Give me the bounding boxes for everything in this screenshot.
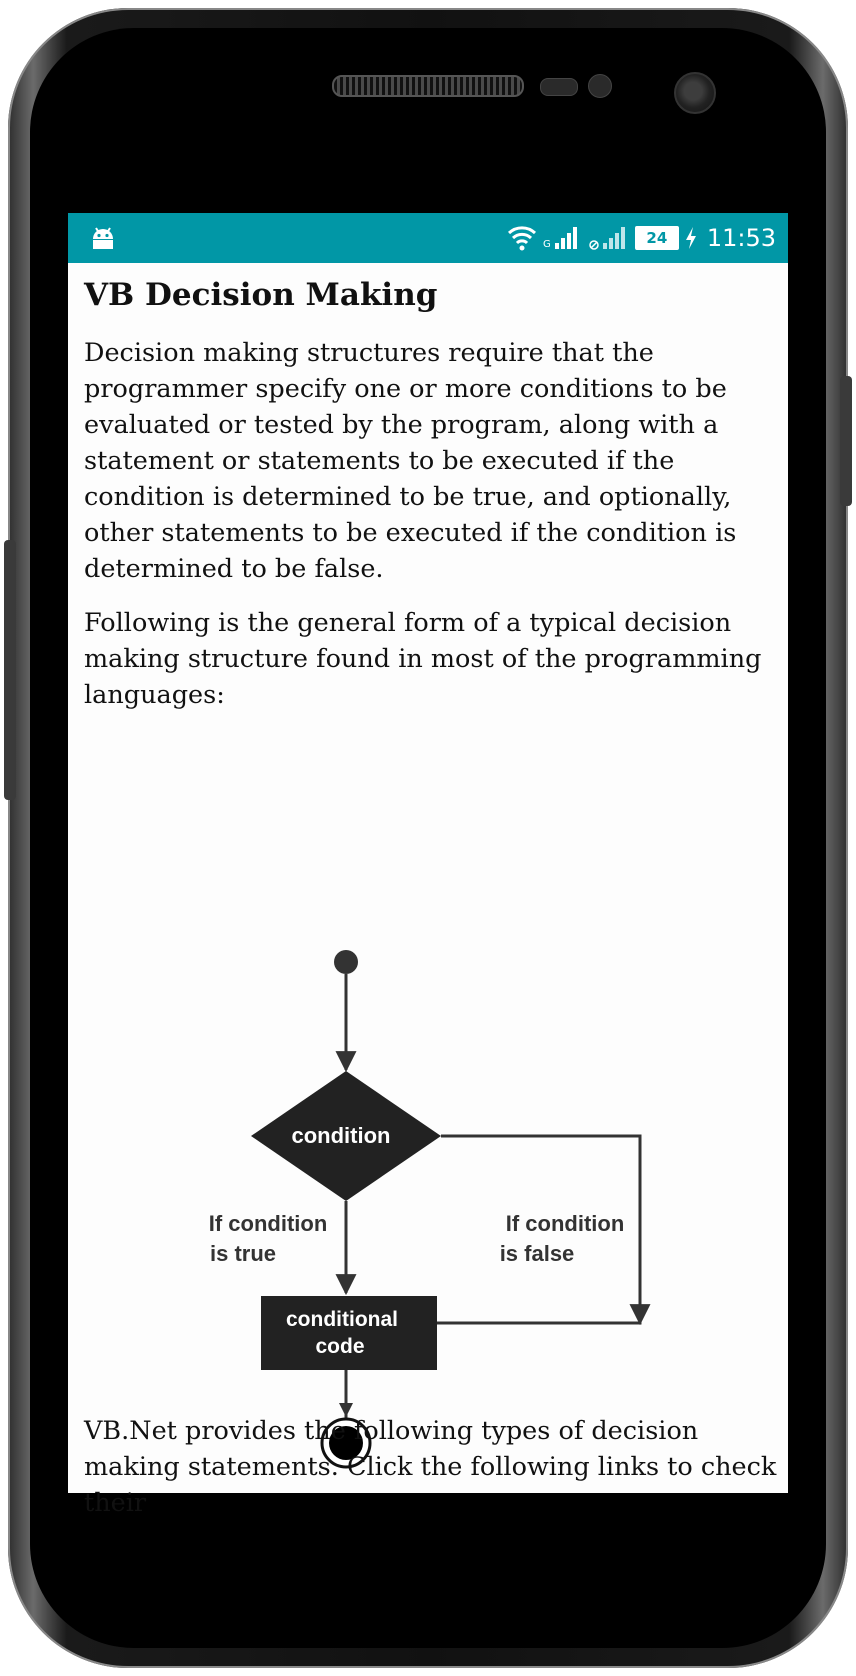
start-node [334, 950, 358, 974]
charging-icon [685, 225, 697, 251]
code-label-line2: code [315, 1335, 365, 1358]
true-label-line2: is true [209, 1241, 277, 1266]
battery-icon: 24 [635, 226, 679, 250]
screen [68, 213, 788, 1518]
page-title: VB Decision Making [84, 277, 438, 313]
front-camera [674, 72, 716, 114]
paragraph-intro: Decision making structures require that the programmer specify one or more conditions to be evaluated or tested by the program, along with a statement or statements to be executed if the condition is determined to be true, and optionally, other statements to be executed if the condition is determined to be false. [84, 338, 737, 584]
power-button [840, 376, 852, 506]
signal-icon [589, 225, 629, 251]
article-content [84, 263, 774, 713]
signal-icon [543, 225, 583, 251]
status-icons [507, 213, 776, 263]
paragraph-types: VB.Net provides the following types of decision making statements. Click the following links to check their [84, 1416, 777, 1518]
proximity-sensor [540, 78, 578, 96]
true-label-line1: If condition [208, 1211, 328, 1236]
false-label-line2: is false [499, 1241, 575, 1266]
light-sensor [588, 74, 612, 98]
paragraph-general-form: Following is the general form of a typical decision making structure found in most of the programming languages: [84, 608, 762, 710]
earpiece-speaker [332, 75, 524, 97]
status-bar [68, 213, 788, 263]
decision-flowchart [208, 723, 743, 1403]
volume-button [4, 540, 16, 800]
code-label-line1: conditional [286, 1308, 398, 1331]
android-icon [90, 225, 116, 251]
svg-text:G: G [542, 239, 551, 250]
wifi-icon [507, 225, 537, 251]
status-time: 11:53 [706, 224, 776, 252]
false-label-line1: If condition [505, 1211, 625, 1236]
condition-label: condition [291, 1123, 391, 1148]
